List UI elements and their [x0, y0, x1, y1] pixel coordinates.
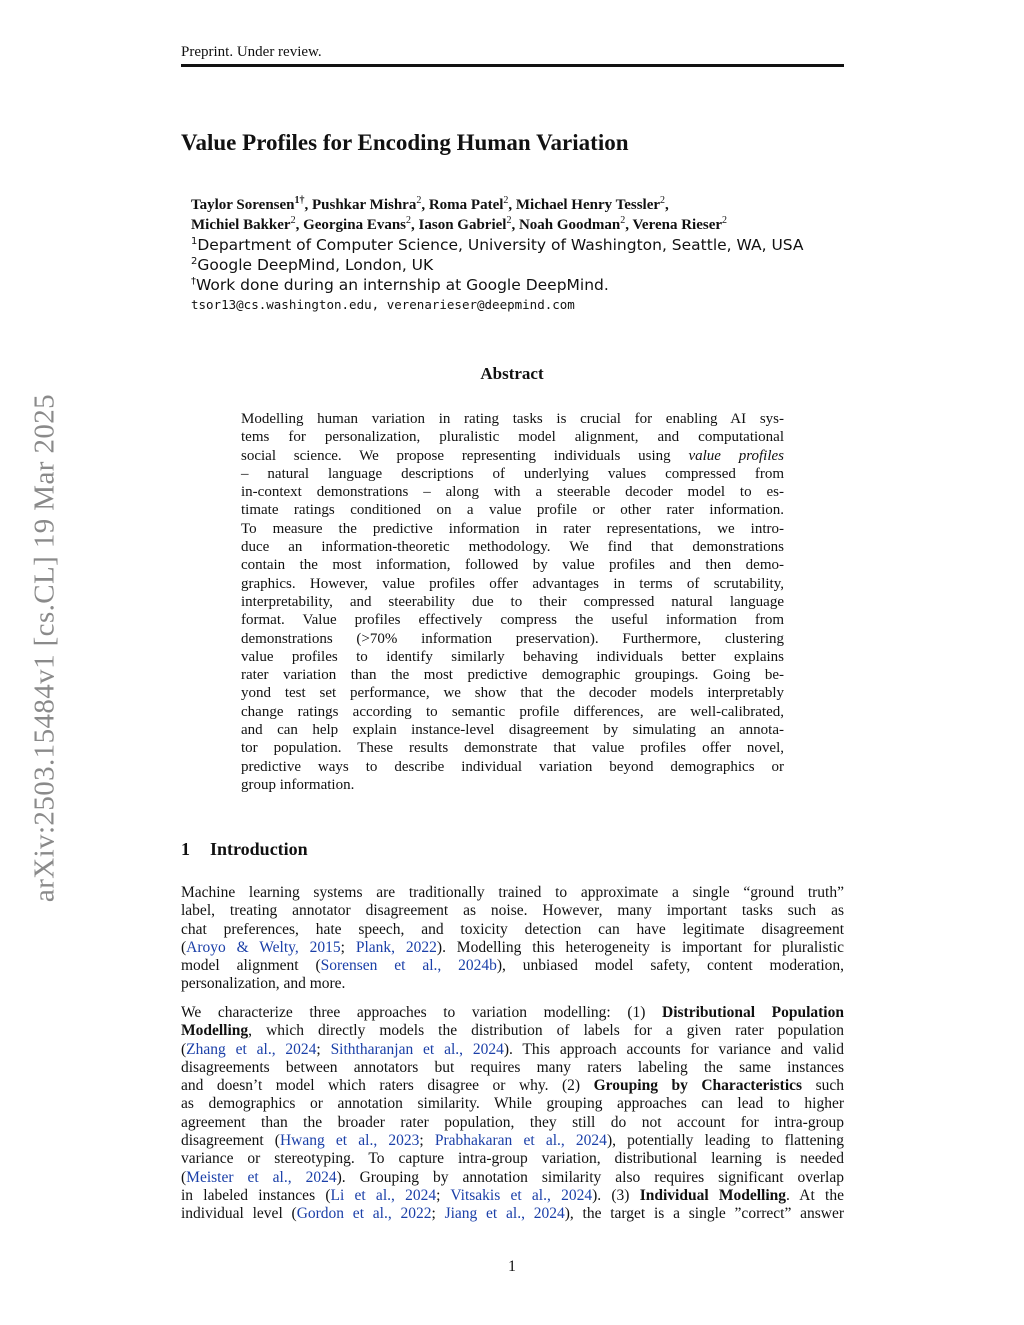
author-affiliation-mark: 2	[506, 215, 512, 226]
citation-link[interactable]: Jiang et al., 2024	[444, 1205, 565, 1223]
section-title: Introduction	[210, 839, 308, 859]
text-line	[181, 1041, 844, 1059]
intro-paragraph-2	[181, 1004, 844, 1224]
email-link[interactable]: tsor13@cs.washington.edu	[191, 297, 372, 312]
affiliation-mark: 1	[191, 236, 198, 247]
text-line	[181, 1004, 844, 1022]
citation-link[interactable]: Vitsakis et al., 2024	[450, 1186, 593, 1204]
abstract-line: contain the most information, followed by value profiles and then demo-	[241, 557, 784, 574]
italic-term: value profiles	[688, 447, 785, 464]
text-line	[181, 1022, 844, 1040]
author-affiliation-mark: 2	[503, 195, 509, 206]
text: disagreement (	[181, 1132, 280, 1150]
text-line: agreement than the broader rater population, they still do not account for intra-group	[181, 1113, 844, 1131]
affiliation-text: Department of Computer Science, University of Washington, Seattle, WA, USA	[197, 236, 804, 254]
abstract-line: yond test set performance, we show that the decoder models interpretably	[241, 685, 784, 702]
abstract-line: interpretability, and steerability due to their compressed natural language	[241, 593, 784, 610]
affiliation-mark: †	[191, 276, 196, 287]
citation-link[interactable]: Prabhakaran et al., 2024	[434, 1132, 607, 1150]
text: (	[181, 938, 187, 956]
citation-link[interactable]: Li et al., 2024	[330, 1186, 437, 1204]
text: ;	[316, 1040, 331, 1058]
citation-link[interactable]: Zhang et al., 2024	[186, 1040, 317, 1058]
abstract-line: value profiles to identify similarly behaving individuals better explains	[241, 648, 784, 665]
text: ). Grouping by annotation similarity also requires significant overlap	[336, 1168, 844, 1186]
author-line-2: Michiel Bakker$^2$, Georgina Evans$^2$, Iason Gabriel$^2$, Noah Goodman$^2$, Verena Rieser$^2$	[191, 215, 728, 233]
author-affiliation-mark: 2	[416, 195, 422, 206]
abstract-line: rater variation than the most predictive demographic groupings. Going be-	[241, 667, 784, 684]
text-line	[181, 957, 844, 975]
bold-term: Modelling	[181, 1022, 249, 1040]
abstract-line: tor population. These results demonstrate that value profiles offer novel,	[241, 740, 784, 757]
author-affiliation-mark: 2	[290, 215, 296, 226]
text-line	[181, 1205, 844, 1223]
text-line	[181, 1132, 844, 1150]
text-line: chat preferences, hate speech, and toxicity detection can have legitimate disagreement	[181, 920, 844, 938]
author-name: Roma Patel	[428, 197, 504, 213]
abstract-line: demonstrations (>70% information preservation). Furthermore, clustering	[241, 630, 784, 647]
citation-link[interactable]: Sorensen et al., 2024b	[320, 957, 497, 975]
text-line: as demographics or annotation similarity. While grouping approaches can lead to higher	[181, 1095, 844, 1113]
abstract-line: group information.	[241, 776, 355, 793]
author-line-1: Taylor Sorensen$^{1\dagger}$, Pushkar Mishra$^2$, Roma Patel$^2$, Michael Henry Tessler$^2$,	[191, 195, 669, 213]
text: such	[802, 1077, 845, 1095]
text-line: personalization, and more.	[181, 975, 346, 993]
text: ), unbiased model safety, content moderation,	[496, 957, 844, 975]
citation-link[interactable]: Hwang et al., 2023	[279, 1132, 420, 1150]
citation-link[interactable]: Plank, 2022	[355, 938, 437, 956]
citation-link[interactable]: Meister et al., 2024	[186, 1168, 337, 1186]
abstract-line: change ratings according to semantic profile differences, are well-calibrated,	[241, 703, 784, 720]
text-line	[181, 939, 844, 957]
text: and doesn’t model which raters disagree or why. (2)	[181, 1077, 594, 1095]
bold-term: Grouping by Characteristics	[593, 1077, 803, 1095]
text: ). Modelling this heterogeneity is important for pluralistic	[436, 938, 845, 956]
abstract-heading: Abstract	[480, 364, 544, 383]
text: ;	[419, 1132, 435, 1150]
paper-title: Value Profiles for Encoding Human Variation	[181, 130, 629, 155]
text: ). This approach accounts for variance and valid	[503, 1040, 844, 1058]
author-name: Iason Gabriel	[418, 217, 507, 233]
abstract-line: timate ratings conditioned on a value profile or other rater information.	[241, 502, 784, 519]
citation-link[interactable]: Aroyo & Welty, 2015	[186, 938, 341, 956]
text: ), the target is a single ”correct” answer	[564, 1205, 844, 1223]
text: individual level (	[181, 1205, 297, 1223]
author-name: Michael Henry Tessler	[515, 197, 661, 213]
abstract-line: graphics. However, value profiles offer advantages in terms of scrutability,	[241, 575, 784, 592]
author-name: Michiel Bakker	[191, 217, 291, 233]
author-name: Pushkar Mishra	[312, 197, 417, 213]
text: , which directly models the distribution of labels for a given rater population	[248, 1022, 844, 1040]
text-line: Machine learning systems are traditionally trained to approximate a single “ground truth”	[181, 884, 844, 901]
text: in labeled instances (	[181, 1186, 331, 1204]
author-emails: tsor13@cs.washington.edu, verenarieser@deepmind.com	[191, 297, 575, 312]
author-affiliation-mark: 2	[660, 195, 666, 206]
header-rule	[181, 64, 844, 67]
author-name: Verena Rieser	[632, 217, 723, 233]
abstract-text: social science. We propose representing individuals using	[241, 447, 671, 464]
text-line	[181, 1187, 844, 1205]
affiliation-mark: 2	[191, 256, 198, 267]
page-number: 1	[508, 1258, 516, 1275]
author-name: Taylor Sorensen	[191, 197, 295, 213]
author-name: Noah Goodman	[518, 217, 621, 233]
abstract-line: Modelling human variation in rating tasks is crucial for enabling AI sys-	[241, 411, 784, 427]
affiliation-text: Work done during an internship at Google DeepMind.	[196, 276, 609, 294]
text: model alignment (	[181, 957, 321, 975]
text: . At the	[786, 1186, 844, 1204]
author-affiliation-mark: 2	[620, 215, 626, 226]
abstract-line: predictive ways to describe individual variation beyond demographics or	[241, 758, 784, 775]
text-line	[181, 1169, 844, 1187]
text-line	[181, 1077, 844, 1095]
text-line: disagreements between annotators but requires many raters labeling the same instances	[181, 1058, 844, 1076]
arxiv-identifier-stamp: arXiv:2503.15484v1 [cs.CL] 19 Mar 2025	[28, 393, 61, 903]
abstract-line: duce an information-theoretic methodology. We find that demonstrations	[241, 539, 784, 556]
text: ). (3)	[592, 1186, 640, 1204]
text: We characterize three approaches to variation modelling: (1)	[181, 1004, 663, 1021]
text: ), potentially leading to flattening	[606, 1132, 845, 1150]
affiliation-1	[191, 235, 851, 255]
running-header: Preprint. Under review.	[181, 44, 322, 60]
text-line: label, treating annotator disagreement as noise. However, many important tasks such as	[181, 902, 844, 920]
author-affiliation-mark: 1†	[294, 195, 305, 206]
abstract-line: tems for personalization, pluralistic model alignment, and computational	[241, 429, 784, 446]
abstract-line: format. Value profiles effectively compress the useful information from	[241, 612, 784, 629]
bold-term: Individual Modelling	[639, 1186, 787, 1204]
abstract-line: To measure the predictive information in rater representations, we intro-	[241, 520, 784, 537]
affiliation-text: Google DeepMind, London, UK	[197, 256, 434, 274]
email-link[interactable]: verenarieser@deepmind.com	[386, 297, 575, 312]
abstract-body	[241, 410, 784, 794]
text-line: variance or stereotyping. To capture intra-group variation, distributional learning is needed	[181, 1150, 844, 1168]
section-number: 1	[181, 839, 190, 859]
intro-paragraph-1	[181, 884, 844, 994]
author-affiliation-mark: 2	[722, 215, 728, 226]
abstract-line: – natural language descriptions of underlying values compressed from	[241, 465, 784, 482]
affiliation-note	[191, 275, 851, 295]
text: ;	[436, 1186, 451, 1204]
section-heading-introduction	[181, 839, 308, 860]
authors-block	[191, 195, 851, 315]
text: ;	[340, 938, 356, 956]
bold-term: Distributional Population	[662, 1004, 844, 1021]
text: ;	[431, 1205, 445, 1223]
citation-link[interactable]: Gordon et al., 2022	[296, 1205, 432, 1223]
author-name: Georgina Evans	[303, 217, 407, 233]
abstract-line	[241, 447, 784, 465]
abstract-line: in-context demonstrations – along with a steerable decoder model to es-	[241, 484, 784, 501]
citation-link[interactable]: Siththaranjan et al., 2024	[330, 1040, 504, 1058]
author-affiliation-mark: 2	[406, 215, 412, 226]
affiliation-2	[191, 255, 851, 275]
text: (	[181, 1168, 187, 1186]
text: (	[181, 1040, 187, 1058]
abstract-line: and can help explain instance-level disagreement by simulating an annota-	[241, 722, 784, 739]
